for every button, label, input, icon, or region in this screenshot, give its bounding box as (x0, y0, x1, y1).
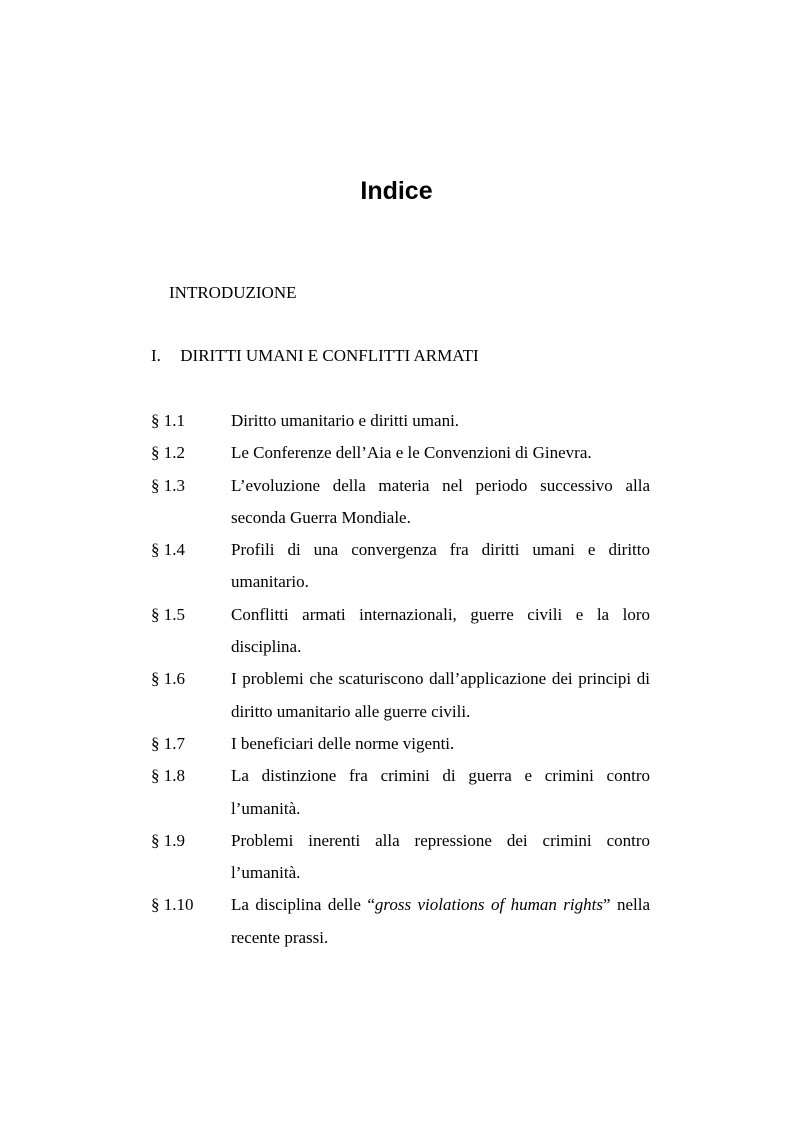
section-number: § 1.6 (151, 669, 185, 689)
toc-entry-1-7 (151, 728, 650, 760)
section-title-end: ” nella recente prassi. (231, 895, 650, 947)
toc-introduction: INTRODUZIONE (169, 283, 297, 302)
section-number: § 1.3 (151, 475, 185, 495)
toc-entry-1-8 (151, 760, 650, 825)
section-number: § 1.1 (151, 411, 185, 430)
section-number: § 1.5 (151, 604, 185, 624)
toc-entry-1-6 (151, 663, 650, 728)
section-title: Diritto umanitario e diritti umani. (231, 411, 460, 430)
section-title-italic: gross violations of human rights (374, 895, 603, 915)
section-title: L’evoluzione della materia nel periodo successivo alla seconda Guerra Mondiale. (231, 475, 650, 527)
section-title: La distinzione fra crimini di guerra e crimini contro l’umanità. (231, 766, 650, 818)
page-title: Indice (360, 177, 433, 205)
toc-entry-1-2 (151, 437, 650, 469)
toc-entry-1-1 (151, 405, 650, 437)
section-title-start: La disciplina delle “ (231, 895, 375, 915)
section-title: I problemi che scaturiscono dall’applicazione dei principi di diritto umanitario alle guerre civili. (231, 669, 650, 721)
toc-entry-1-3 (151, 470, 650, 535)
section-title (231, 889, 650, 954)
section-title: I beneficiari delle norme vigenti. (231, 733, 455, 753)
toc-entry-1-9 (151, 825, 650, 890)
toc-section-list (151, 405, 650, 954)
toc-chapter-heading (151, 345, 479, 367)
section-number: § 1.7 (151, 733, 185, 753)
section-number: § 1.4 (151, 540, 185, 560)
section-title: Profili di una convergenza fra diritti umani e diritto umanitario. (231, 540, 650, 592)
section-title: Conflitti armati internazionali, guerre civili e la loro disciplina. (231, 604, 650, 657)
section-title: Le Conferenze dell’Aia e le Convenzioni di Ginevra. (231, 443, 592, 463)
chapter-title: DIRITTI UMANI E CONFLITTI ARMATI (180, 346, 479, 365)
chapter-number: I. (151, 346, 161, 365)
section-title: Problemi inerenti alla repressione dei crimini contro l’umanità. (231, 830, 650, 883)
section-number: § 1.10 (151, 895, 194, 915)
toc-entry-1-5 (151, 599, 650, 664)
section-number: § 1.8 (151, 766, 185, 786)
section-number: § 1.9 (151, 830, 185, 850)
toc-entry-1-10 (151, 889, 650, 954)
toc-entry-1-4 (151, 534, 650, 599)
section-number: § 1.2 (151, 443, 185, 463)
